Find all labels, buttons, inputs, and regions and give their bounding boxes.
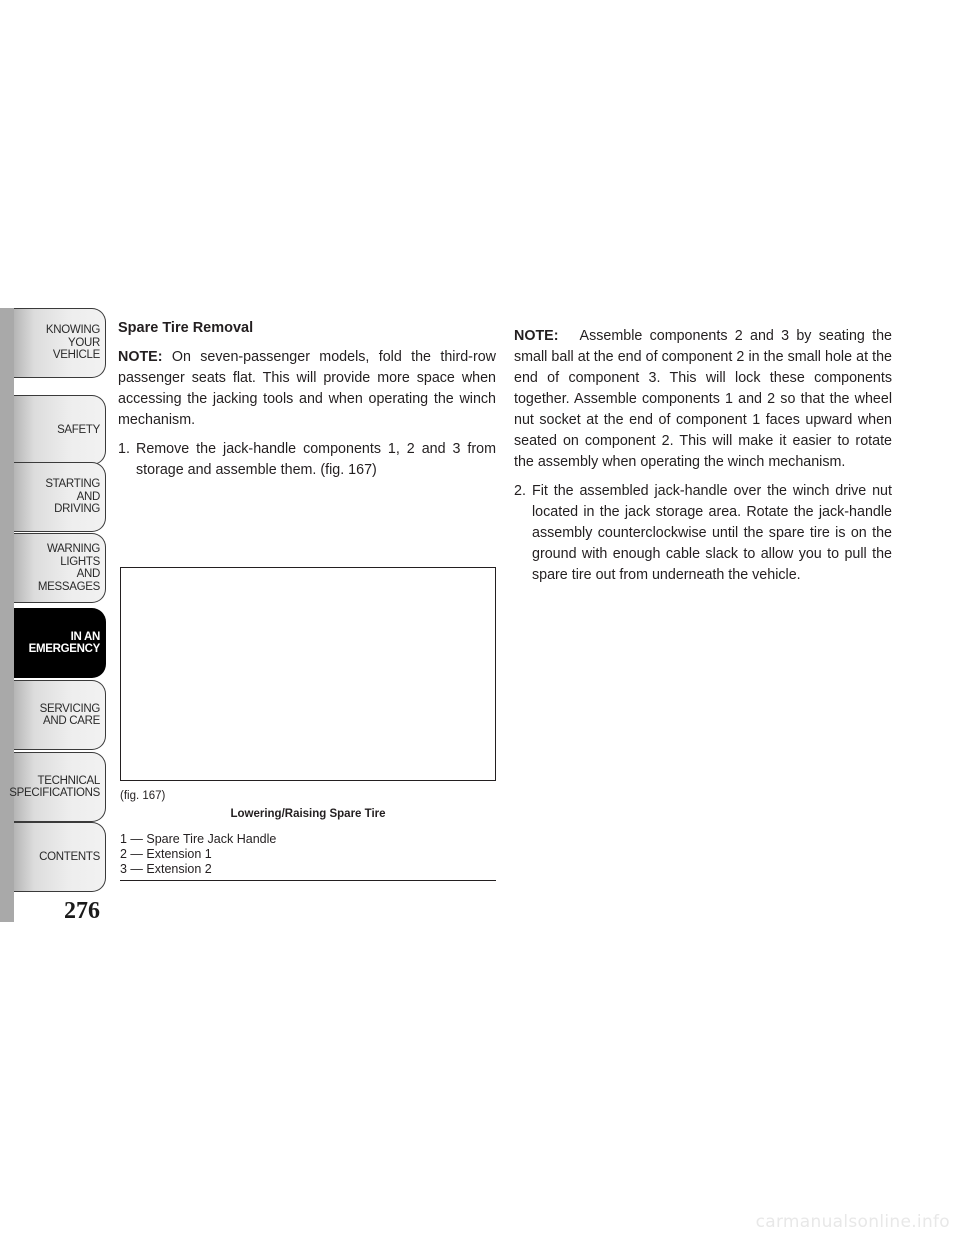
tab-in-an-emergency[interactable]: IN AN EMERGENCY [14, 608, 106, 678]
legend-item: 3 — Extension 2 [120, 862, 212, 876]
page-number: 276 [64, 898, 100, 924]
tab-knowing-your-vehicle[interactable]: KNOWING YOUR VEHICLE [14, 308, 106, 378]
right-column [514, 326, 892, 594]
figure-divider [120, 880, 496, 881]
left-column [118, 318, 496, 489]
step-1 [118, 439, 496, 481]
figure-caption: Lowering/Raising Spare Tire [230, 808, 386, 820]
note-label: NOTE: [514, 328, 559, 344]
figure-reference: (fig. 167) [120, 790, 166, 802]
tab-warning-lights-and-messages[interactable]: WARNING LIGHTS AND MESSAGES [14, 533, 106, 603]
legend-item: 2 — Extension 1 [120, 847, 212, 861]
step-1-text: Remove the jack-handle components 1, 2 and 3 from storage and assemble them. (fig. 167) [136, 441, 496, 478]
step-2 [514, 481, 892, 586]
note-text: Assemble components 2 and 3 by seating the small ball at the end of component 2 in the small hole at the end of component 3. This will lock these components together. Assemble components 1 and 2 so that the wheel nut socket at the end of component 1 faces upward when seated on component 2. This will make it easier to rotate the assembly when operating the winch mechanism. [514, 328, 892, 470]
tab-starting-and-driving[interactable]: STARTING AND DRIVING [14, 462, 106, 532]
tab-technical-specifications[interactable]: TECHNICAL SPECIFICATIONS [14, 752, 106, 822]
step-2-text: Fit the assembled jack-handle over the winch drive nut located in the jack storage area. Rotate the jack-handle assembly counterclockwise until the spare tire is on the ground with enough cable slack to allow you to pull the spare tire out from underneath the vehicle. [532, 483, 892, 583]
chapter-tabs [0, 0, 112, 1242]
note-paragraph [514, 326, 892, 473]
note-label: NOTE: [118, 349, 163, 365]
note-text: On seven-passenger models, fold the third-row passenger seats flat. This will provide more space when accessing the jacking tools and when operating the winch mechanism. [118, 349, 496, 428]
tab-servicing-and-care[interactable]: SERVICING AND CARE [14, 680, 106, 750]
note-paragraph [118, 347, 496, 431]
step-2-number: 2. [514, 483, 526, 499]
section-heading: Spare Tire Removal [118, 320, 254, 336]
legend-item: 1 — Spare Tire Jack Handle [120, 832, 277, 846]
figure-legend [120, 832, 276, 877]
figure-image-frame [120, 567, 496, 781]
tab-contents[interactable]: CONTENTS [14, 822, 106, 892]
step-1-number: 1. [118, 441, 130, 457]
watermark: carmanualsonline.info [755, 1212, 950, 1232]
tab-safety[interactable]: SAFETY [14, 395, 106, 465]
